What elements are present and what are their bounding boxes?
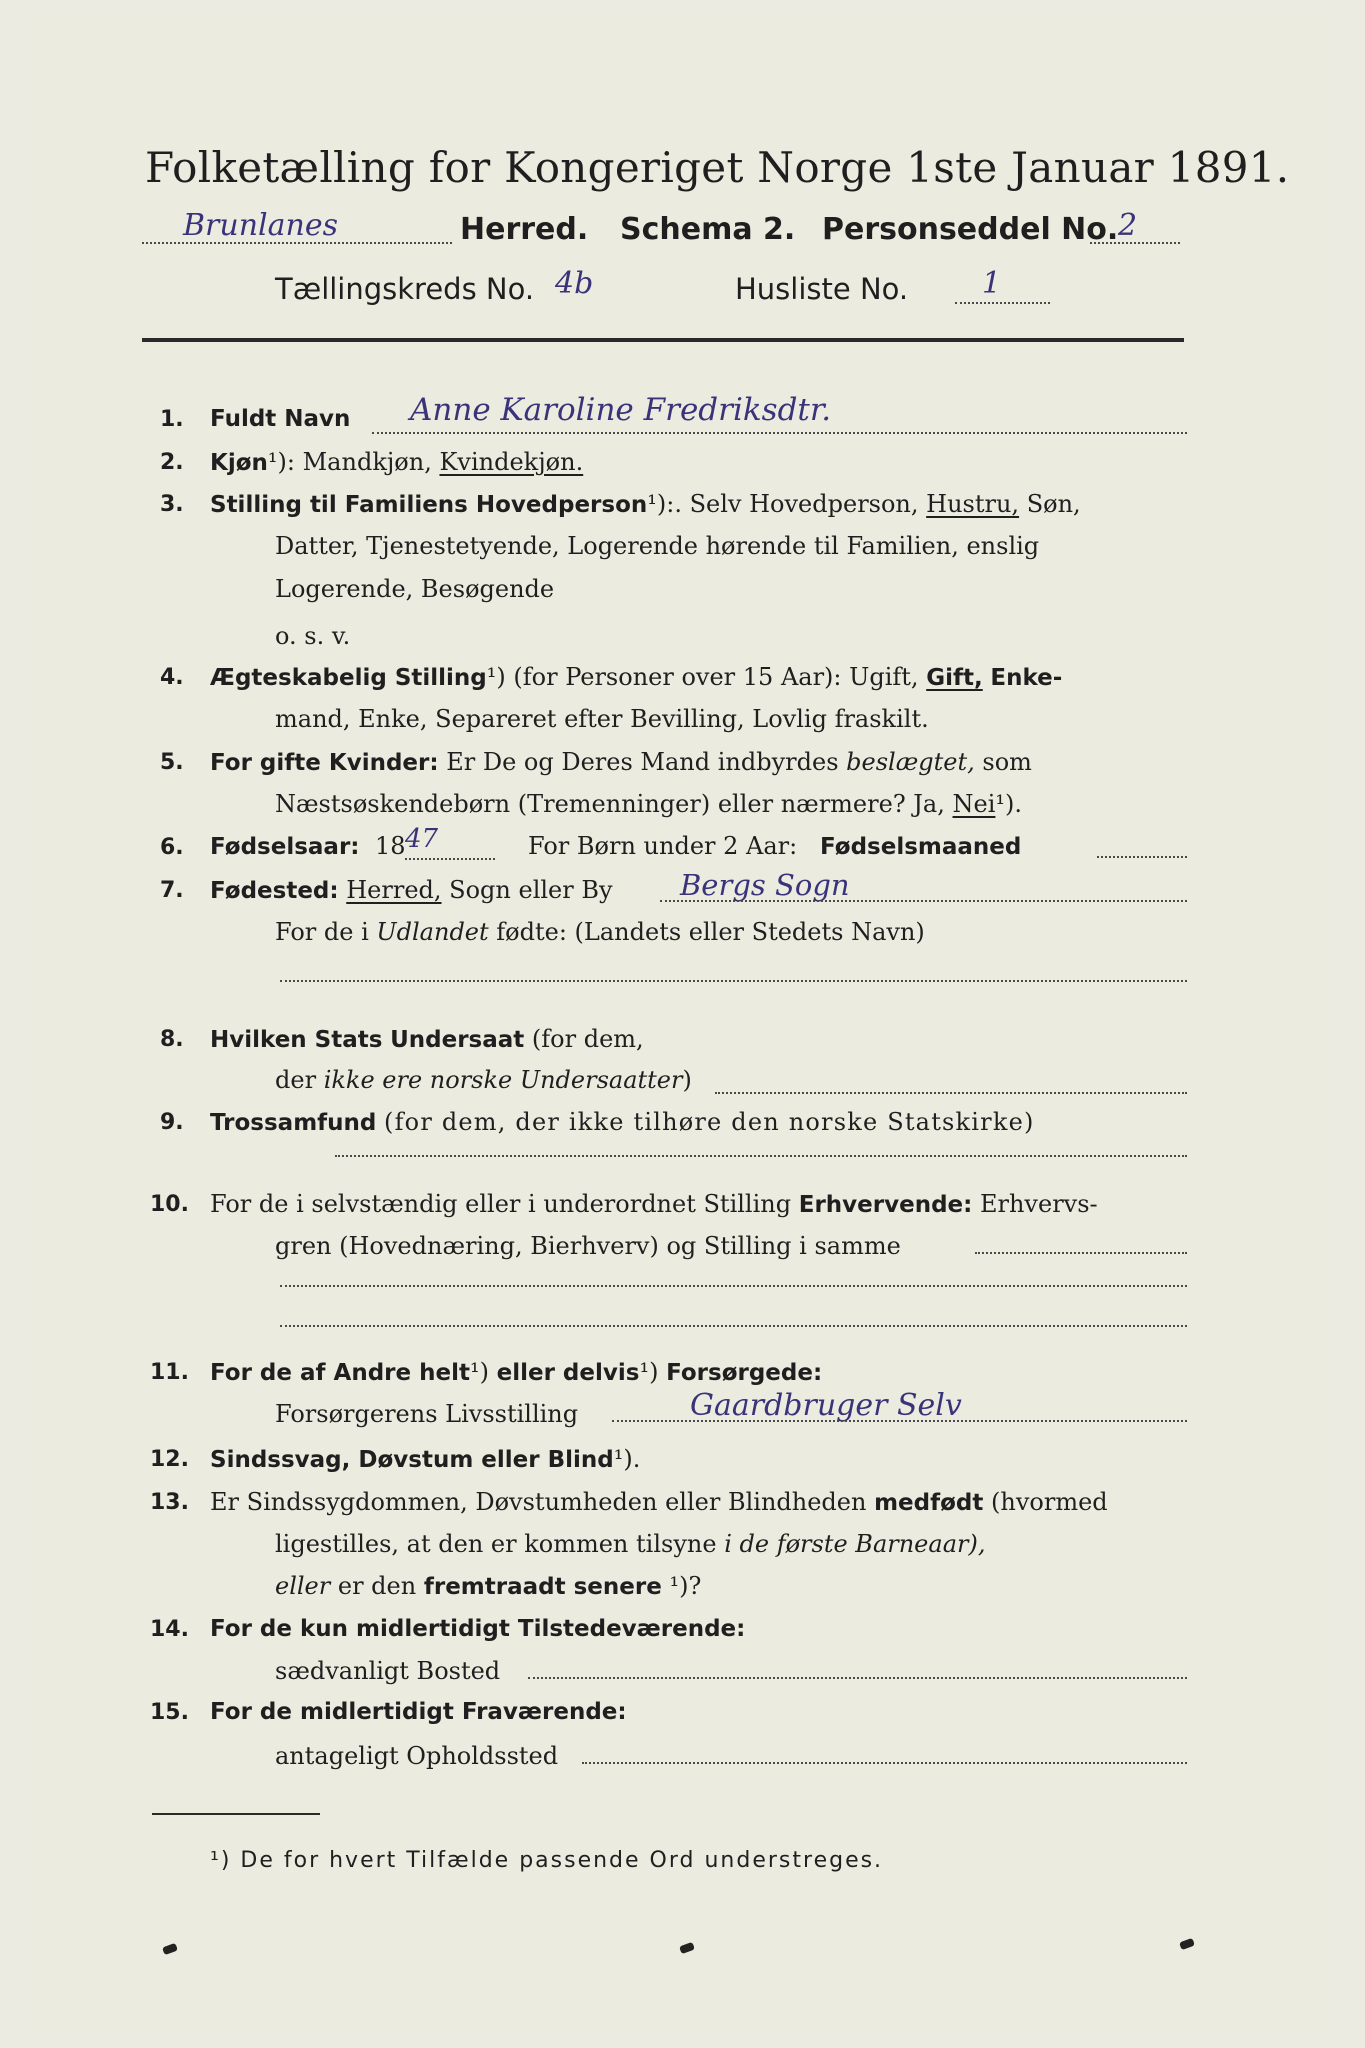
q11-line2: Forsørgerens Livsstilling: [275, 1400, 579, 1428]
q11-dots: [612, 1420, 1187, 1422]
q3-option-head: Selv Hovedperson,: [689, 490, 919, 518]
q13-line3b: er den: [337, 1572, 417, 1600]
q7-value: Bergs Sogn: [680, 868, 850, 902]
q3-label: Stilling til Familiens Hovedperson: [210, 492, 648, 518]
q12-sup: ¹).: [613, 1445, 641, 1473]
q6-prefix: 18: [375, 832, 406, 860]
q8-line2c: ): [682, 1066, 692, 1094]
q13-number: 13.: [150, 1490, 189, 1515]
q7-blank-line: [280, 980, 1187, 982]
q3-option-wife: Hustru,: [926, 490, 1020, 518]
q15-dots: [582, 1762, 1187, 1764]
q14-line2: sædvanligt Bosted: [275, 1657, 501, 1685]
q5-option-no: Nei: [952, 790, 996, 818]
footnote-rule: [152, 1813, 320, 1815]
q6-value: 47: [405, 824, 439, 854]
q9-rest: (for dem, der ikke tilhøre den norske Statskirke): [384, 1108, 1035, 1136]
q8-label-b: Undersaat: [390, 1027, 525, 1053]
q7-abroad: Udlandet: [376, 918, 489, 946]
q2-label: Kjøn: [210, 450, 268, 476]
q7-option-sogn: Sogn eller By: [449, 876, 613, 904]
q7-label: Fødested:: [210, 878, 339, 904]
q13-line3d: ¹)?: [669, 1572, 702, 1600]
q5-line2: Næstsøskendebørn (Tremenninger) eller nærmere? Ja,: [275, 790, 945, 818]
personseddel-dots: [1090, 242, 1180, 244]
q1-dots: [372, 432, 1187, 434]
q11-sup1: ¹): [469, 1358, 489, 1386]
q2-sup: ¹):: [267, 448, 295, 476]
q4-label: Ægteskabelig Stilling: [210, 665, 487, 691]
q4-line2: mand, Enke, Separeret efter Bevilling, Lovlig fraskilt.: [275, 705, 929, 733]
q1-value: Anne Karoline Fredriksdtr.: [410, 392, 832, 428]
personseddel-label: Personseddel No.: [822, 212, 1119, 247]
q10-blank-line-2: [280, 1325, 1187, 1327]
q3-sup: ¹):.: [647, 490, 682, 518]
q14-number: 14.: [150, 1617, 189, 1642]
q6-month-dots: [1097, 856, 1187, 858]
q11-number: 11.: [150, 1360, 189, 1385]
q13-line3c: fremtraadt senere: [423, 1574, 662, 1600]
q6-label-month: Fødselsmaaned: [820, 834, 1022, 860]
form-title: Folketælling for Kongeriget Norge 1ste Januar 1891.: [145, 143, 1290, 192]
q3-line3: Logerende, Besøgende: [275, 575, 555, 603]
q3-option-son: Søn,: [1026, 490, 1081, 518]
q11-sup2: ¹): [639, 1358, 659, 1386]
q5-sup: ¹).: [995, 790, 1023, 818]
q9-blank-line: [335, 1155, 1187, 1157]
q11-line1c: eller delvis: [496, 1360, 640, 1386]
q13-line1c: (hvormed: [991, 1488, 1108, 1516]
q3-line4: o. s. v.: [275, 622, 351, 650]
q10-blank-line-1: [280, 1285, 1187, 1287]
q15-number: 15.: [150, 1700, 189, 1725]
q6-under2: For Børn under 2 Aar:: [528, 832, 798, 860]
q13-line1b: medfødt: [874, 1490, 984, 1516]
q15-line1: For de midlertidigt Fraværende:: [210, 1699, 627, 1725]
q10-number: 10.: [150, 1192, 189, 1217]
q5-som: som: [982, 748, 1032, 776]
q7-line2a: For de i: [275, 918, 369, 946]
husliste-dots: [955, 302, 1050, 304]
q13-line2b: i de første Barneaar),: [724, 1530, 986, 1558]
q2-option-female: Kvindekjøn.: [439, 448, 584, 476]
q1-label: Fuldt Navn: [210, 406, 351, 432]
taellingskreds-value: 4b: [555, 266, 594, 301]
q11-line1e: Forsørgede:: [666, 1360, 823, 1386]
q12-label: Sindssvag, Døvstum eller Blind: [210, 1447, 614, 1473]
q6-number: 6.: [160, 835, 184, 860]
q6-label: Fødselsaar:: [210, 834, 360, 860]
q4-number: 4.: [160, 665, 184, 690]
q7-option-herred: Herred,: [346, 876, 442, 904]
q4-line1: (for Personer over 15 Aar): Ugift,: [513, 663, 919, 691]
q10-line1a: For de i selvstændig eller i underordnet Stilling: [210, 1190, 792, 1218]
q10-line1b: Erhvervende:: [798, 1192, 973, 1218]
q13-line3a: eller: [275, 1572, 331, 1600]
q8-line2a: der: [275, 1066, 317, 1094]
husliste-value: 1: [982, 266, 1002, 301]
herred-label: Herred.: [460, 212, 589, 247]
q5-line1: Er De og Deres Mand indbyrdes: [446, 748, 839, 776]
q5-number: 5.: [160, 750, 184, 775]
q6-dots: [405, 858, 495, 860]
personseddel-value: 2: [1118, 208, 1138, 243]
q8-label: Hvilken Stats: [210, 1027, 383, 1053]
footnote: ¹) De for hvert Tilfælde passende Ord understreges.: [210, 1848, 884, 1873]
q11-line1a: For de af Andre helt: [210, 1360, 470, 1386]
q7-number: 7.: [160, 878, 184, 903]
q8-line2b: ikke ere norske Undersaatter: [323, 1066, 683, 1094]
herred-value: Brunlanes: [183, 208, 338, 243]
q8-number: 8.: [160, 1027, 184, 1052]
q2-option-male: Mandkjøn,: [302, 448, 432, 476]
q8-rest: (for dem,: [531, 1025, 644, 1053]
q10-line1c: Erhvervs-: [979, 1190, 1098, 1218]
q4-option-married: Gift,: [926, 665, 983, 691]
q3-line2: Datter, Tjenestetyende, Logerende hørende til Familien, enslig: [275, 532, 1040, 560]
q9-label: Trossamfund: [210, 1110, 377, 1136]
q14-dots: [528, 1677, 1187, 1679]
q11-value: Gaardbruger Selv: [690, 1388, 962, 1423]
q10-dots: [975, 1252, 1187, 1254]
schema-label: Schema 2.: [620, 212, 796, 247]
q7-dots: [660, 900, 1187, 902]
q5-related: beslægtet,: [846, 748, 975, 776]
q8-dots: [715, 1092, 1187, 1094]
q10-line2: gren (Hovednæring, Bierhverv) og Stilling i samme: [275, 1232, 901, 1260]
q1-number: 1.: [160, 407, 184, 432]
q14-line1: For de kun midlertidigt Tilstedeværende:: [210, 1616, 746, 1642]
herred-dots: [142, 242, 452, 244]
q2-number: 2.: [160, 450, 184, 475]
q4-sup: ¹): [486, 663, 506, 691]
q7-line2c: fødte: (Landets eller Stedets Navn): [496, 918, 925, 946]
q9-number: 9.: [160, 1110, 184, 1135]
q13-line1a: Er Sindssygdommen, Døvstumheden eller Blindheden: [210, 1488, 867, 1516]
taellingskreds-label: Tællingskreds No.: [275, 272, 535, 306]
q3-number: 3.: [160, 492, 184, 517]
q5-label: For gifte Kvinder:: [210, 750, 439, 776]
q13-line2a: ligestilles, at den er kommen tilsyne: [275, 1530, 717, 1558]
q12-number: 12.: [150, 1447, 189, 1472]
q15-line2: antageligt Opholdssted: [275, 1742, 559, 1770]
header-rule: [142, 338, 1184, 342]
q4-option-widower: Enke-: [990, 665, 1063, 691]
husliste-label: Husliste No.: [735, 272, 909, 306]
